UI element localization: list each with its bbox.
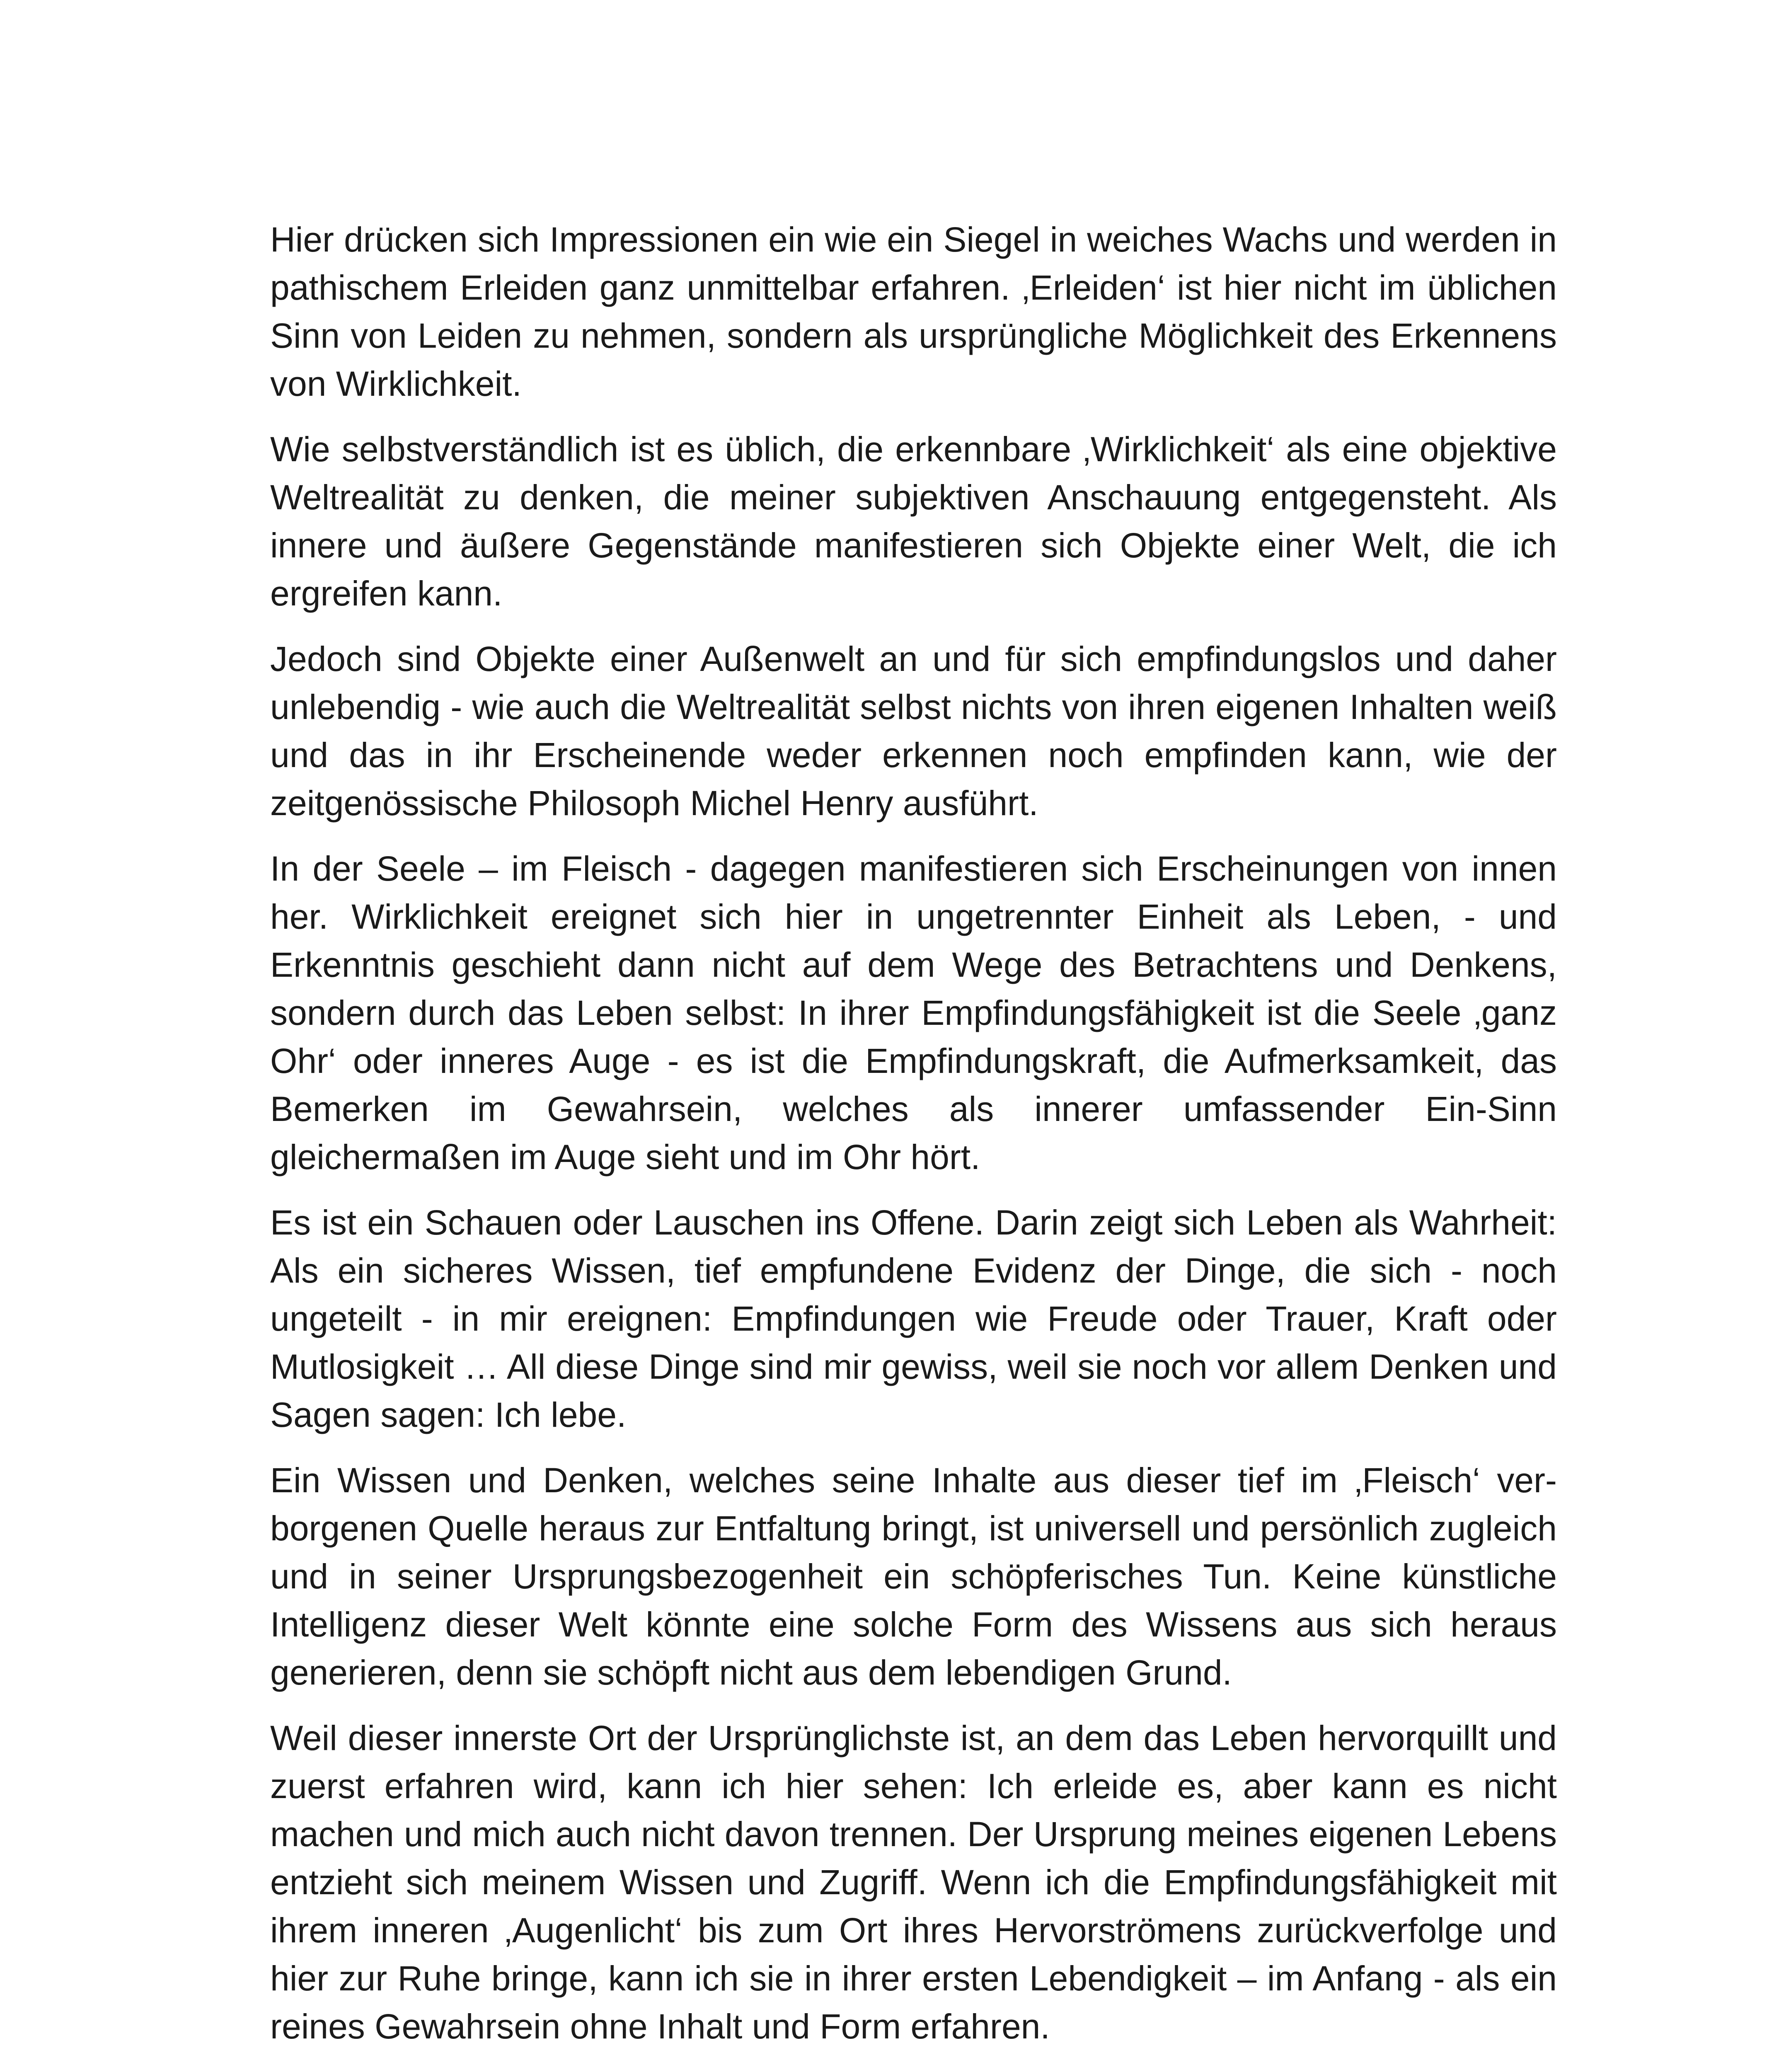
body-text xyxy=(270,215,1557,2072)
paragraph: Wie selbstverständlich ist es üblich, die erkennbare ‚Wirklichkeit‘ als eine objektive Weltrealität zu denken, die meiner subjektiven Anschauung entgegensteht. Als innere und äußere Gegenstände manifestieren sich Objekte einer Welt, die ich ergreifen kann. xyxy=(270,430,1557,613)
paragraph: Weil dieser innerste Ort der Ursprünglichste ist, an dem das Leben hervorquillt und zuerst erfahren wird, kann ich hier sehen: Ich erleide es, aber kann es nicht machen und mich auch nicht davon trennen. Der Ursprung meines eigenen Lebens entzieht sich meinem Wissen und Zugriff. Wenn ich die Empfindungsfähigkeit mit ihrem inneren ‚Augenlicht‘ bis zum Ort ihres Hervorströmens zurückverfolge und hier zur Ruhe bringe, kann ich sie in ihrer ersten Lebendigkeit – im Anfang - als ein reines Gewahrsein ohne Inhalt und Form erfahren. xyxy=(270,1719,1557,2046)
paragraph: Ein Wissen und Denken, welches seine Inhalte aus dieser tief im ‚Fleisch‘ verborgenen Quelle heraus zur Entfaltung bringt, ist universell und persönlich zugleich und in seiner Ursprungsbezogenheit ein schöpferisches Tun. Keine künstliche Intelligenz dieser Welt könnte eine solche Form des Wissens aus sich heraus generieren, denn sie schöpft nicht aus dem lebendigen Grund. xyxy=(270,1461,1557,1692)
paragraph: Es ist ein Schauen oder Lauschen ins Offene. Darin zeigt sich Leben als Wahrheit: Als ein sicheres Wissen, tief empfundene Evidenz der Dinge, die sich - noch ungeteilt - in mir ereignen: Empfindungen wie Freude oder Trauer, Kraft oder Mutlosigkeit … All diese Dinge sind mir gewiss, weil sie noch vor allem Denken und Sagen sagen: Ich lebe. xyxy=(270,1203,1557,1434)
paragraph: Jedoch sind Objekte einer Außenwelt an und für sich empfindungslos und daher unlebendig - wie auch die Weltrealität selbst nichts von ihren eigenen Inhalten weiß und das in ihr Erscheinende weder erkennen noch empfinden kann, wie der zeitgenössische Philosoph Michel Henry ausführt. xyxy=(270,639,1557,823)
paragraph: Hier drücken sich Impressionen ein wie ein Siegel in weiches Wachs und werden in pathischem Erleiden ganz unmittelbar erfahren. ‚Erleiden‘ ist hier nicht im üblichen Sinn von Leiden zu nehmen, sondern als ursprüngliche Möglichkeit des Erkennens von Wirklichkeit. xyxy=(270,220,1557,403)
paragraph xyxy=(270,2068,1557,2072)
paragraph: In der Seele – im Fleisch - dagegen manifestieren sich Erscheinungen von innen her. Wirklichkeit ereignet sich hier in ungetrennter Einheit als Leben, - und Erkenntnis geschieht dann nicht auf dem Wege des Betrachtens und Denkens, sondern durch das Leben selbst: In ihrer Empfindungsfähigkeit ist die Seele ‚ganz Ohr‘ oder inneres Auge - es ist die Empfindungskraft, die Aufmerksamkeit, das Bemerken im Gewahrsein, welches als innerer umfassender Ein-Sinn gleichermaßen im Auge sieht und im Ohr hört. xyxy=(270,849,1557,1176)
